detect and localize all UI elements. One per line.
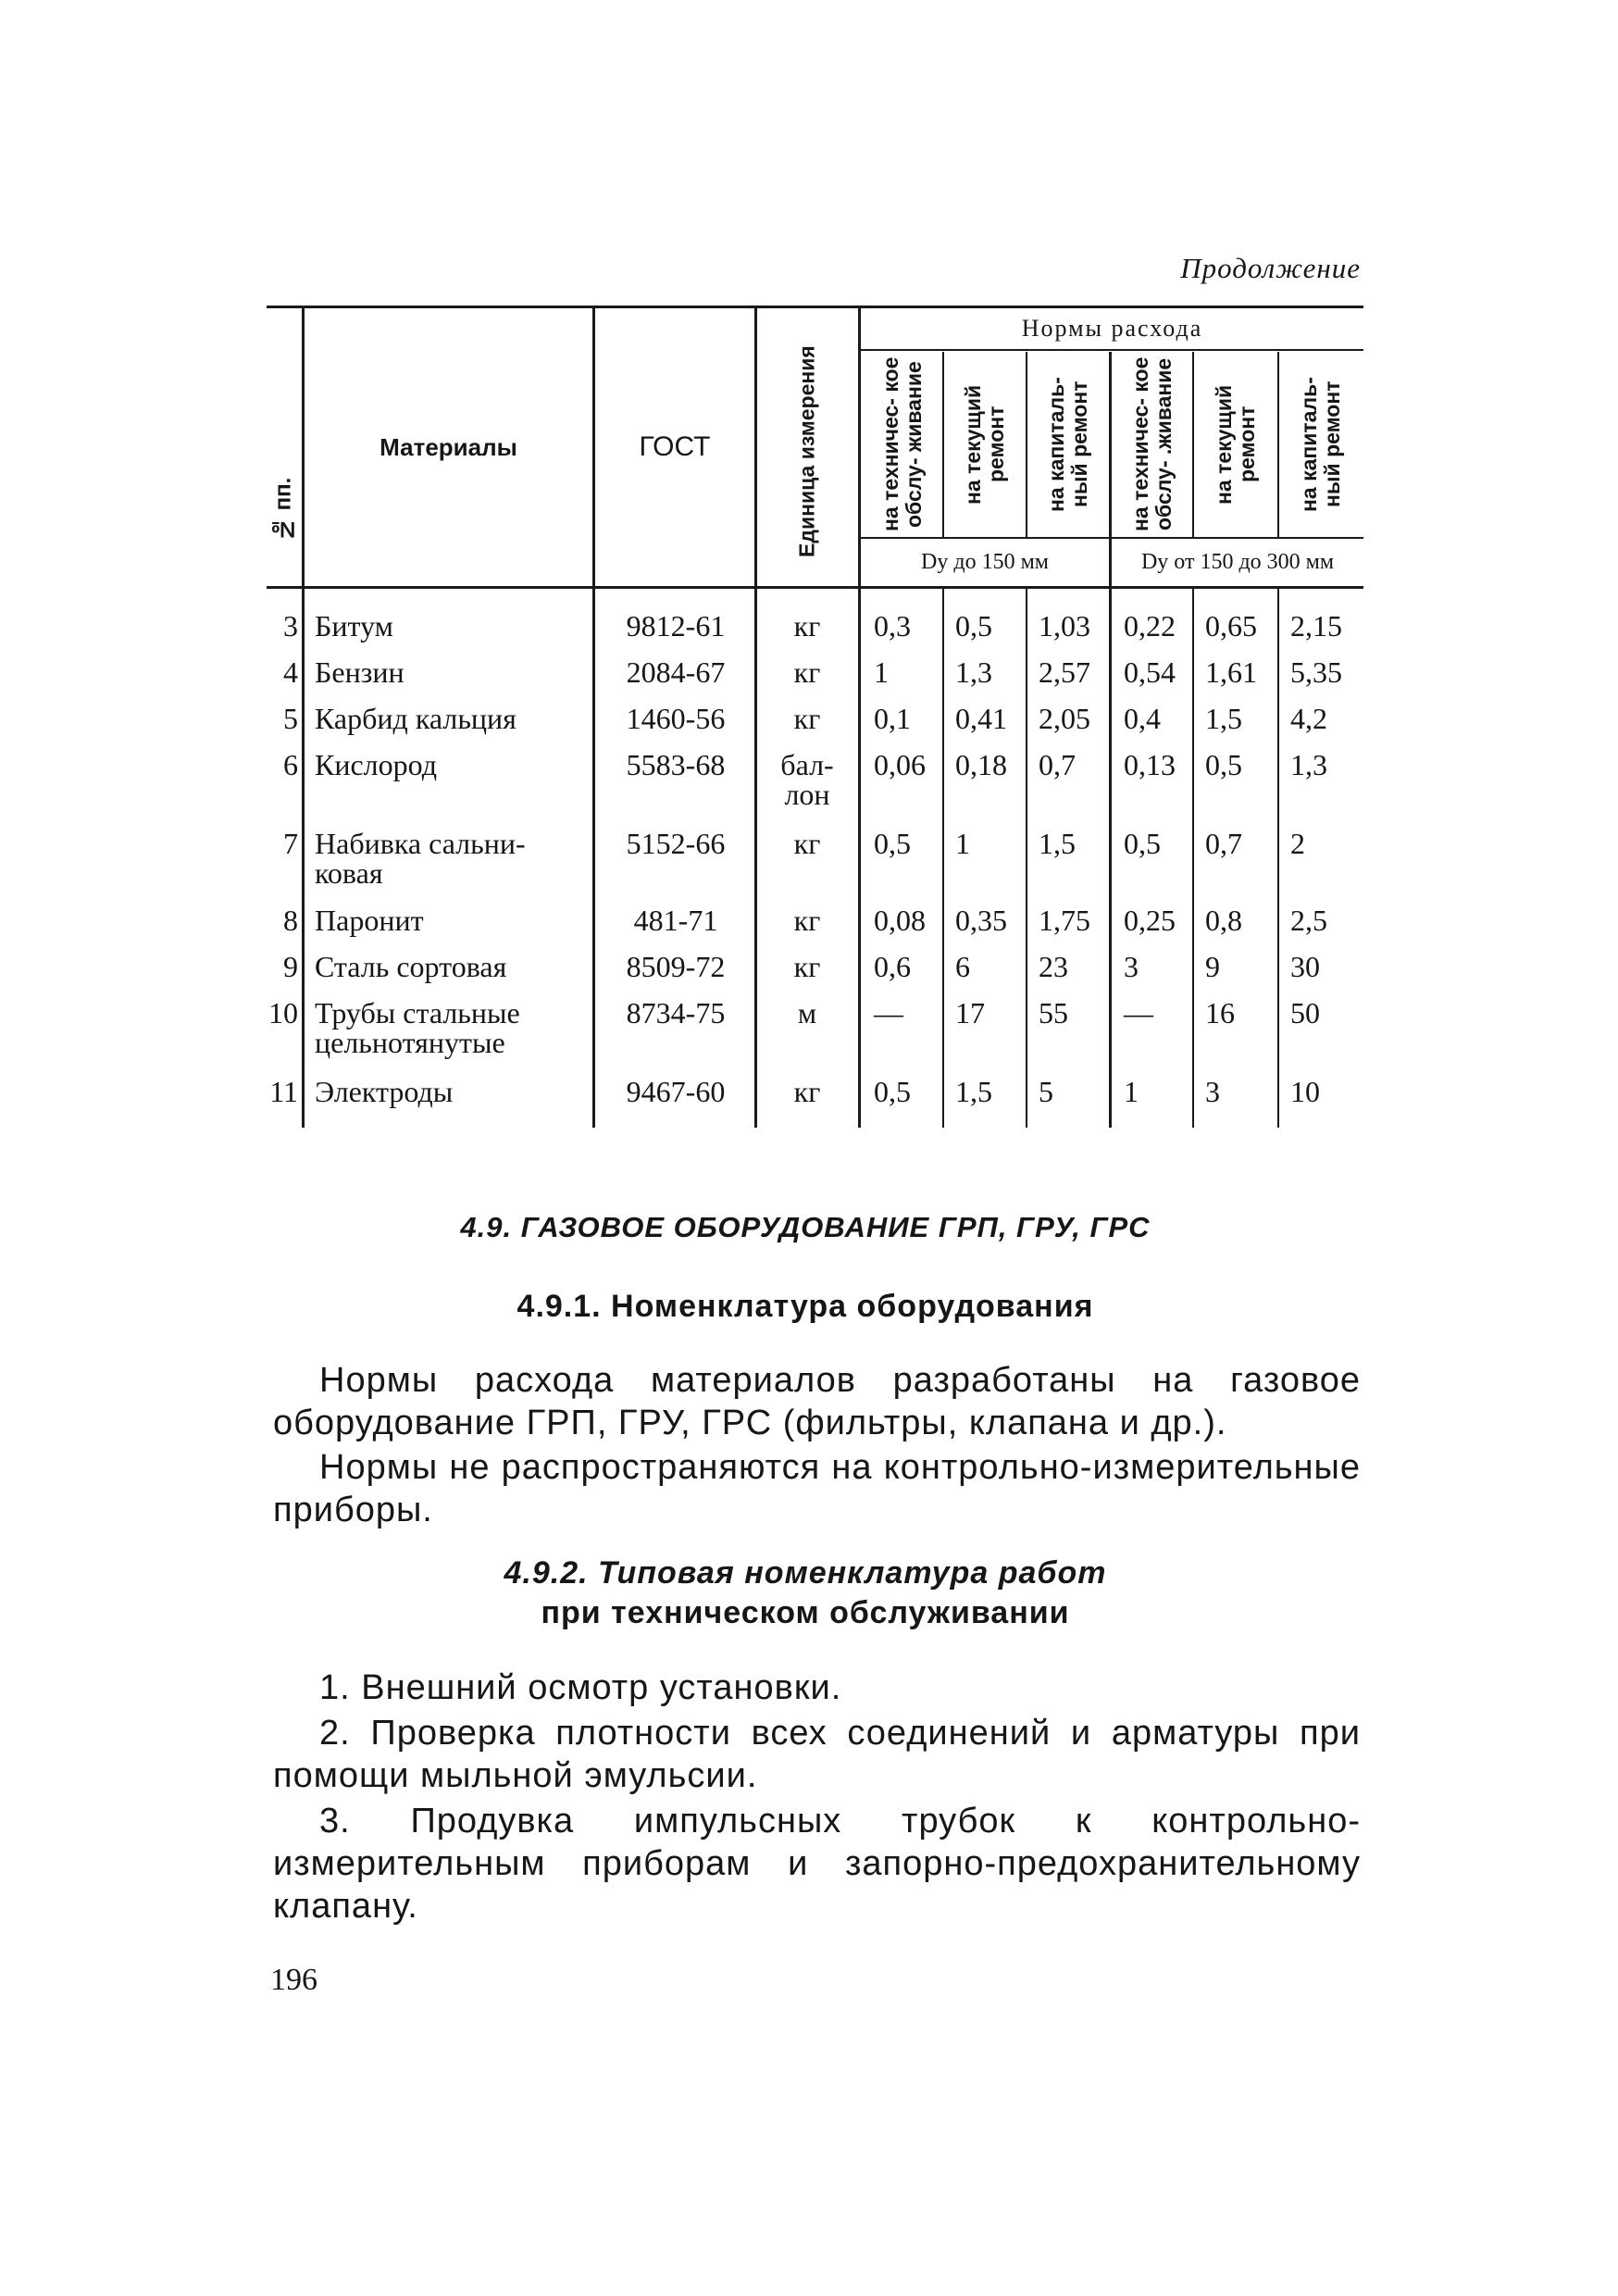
row-number: 8 — [283, 904, 298, 937]
section-title: 4.9. ГАЗОВОЕ ОБОРУДОВАНИЕ ГРП, ГРУ, ГРС — [460, 1211, 1151, 1243]
header-unit: Единица измерения — [794, 345, 819, 557]
norm-value: 55 — [1039, 996, 1068, 1029]
header-g1-maintenance: на техничес- кое обслу- живание — [878, 356, 926, 532]
norm-value: — — [1124, 996, 1153, 1029]
norm-value: 2,05 — [1039, 702, 1090, 735]
norm-value: 0,25 — [1124, 904, 1176, 937]
norm-value: 4,2 — [1290, 702, 1327, 735]
norm-value: 1 — [874, 655, 889, 689]
unit-value: кг — [793, 702, 821, 735]
gost-code: 481-71 — [633, 904, 718, 937]
norm-value: 0,5 — [1205, 748, 1242, 781]
material-name: Сталь сортовая — [315, 950, 507, 983]
column-rule — [942, 352, 944, 537]
unit-value: кг — [793, 655, 821, 689]
norm-value: 16 — [1205, 996, 1235, 1029]
gost-code: 9467-60 — [626, 1075, 726, 1108]
page-number: 196 — [270, 1963, 317, 1997]
norm-value: 0,5 — [874, 1075, 911, 1108]
gost-code: 5583-68 — [626, 748, 726, 781]
unit-value: кг — [793, 950, 821, 983]
list-item: 3. Продувка импульсных трубок к контрольно-измерительным приборам и запорно-предохранительному клапану. — [273, 1802, 1361, 1926]
column-rule — [858, 308, 861, 1128]
norm-value: 6 — [955, 950, 970, 983]
header-dy-150-300: Dу от 150 до 300 мм — [1140, 549, 1335, 574]
norm-value: 2,5 — [1290, 904, 1327, 937]
header-bottom-rule — [267, 586, 1363, 589]
norm-value: 0,18 — [955, 748, 1007, 781]
norm-value: 5 — [1039, 1075, 1053, 1108]
norm-value: 1 — [955, 827, 970, 860]
norm-value: 1,3 — [1290, 748, 1327, 781]
norm-value: 1,5 — [1205, 702, 1242, 735]
row-number: 11 — [269, 1075, 298, 1108]
column-rule — [754, 308, 757, 1128]
norm-value: 0,35 — [955, 904, 1007, 937]
norm-value: 1,03 — [1039, 609, 1090, 643]
norm-value: 0,08 — [874, 904, 926, 937]
material-name: Набивка сальни- ковая — [315, 827, 526, 890]
norm-value: 0,54 — [1124, 655, 1176, 689]
norm-value: 17 — [955, 996, 985, 1029]
norm-value: 30 — [1290, 950, 1320, 983]
norm-value: 9 — [1205, 950, 1220, 983]
norm-value: 0,5 — [1124, 827, 1161, 860]
row-number: 10 — [268, 996, 298, 1029]
norm-value: 0,65 — [1205, 609, 1257, 643]
material-name: Карбид кальция — [315, 702, 517, 735]
header-norms: Нормы расхода — [1021, 315, 1203, 342]
norm-value: 0,1 — [874, 702, 911, 735]
material-name: Электроды — [315, 1075, 454, 1108]
header-g2-capital-repair: на капиталь- ный ремонт — [1297, 377, 1344, 512]
header-g2-maintenance: на техничес- кое обслу- .живание — [1128, 356, 1176, 532]
gost-code: 5152-66 — [626, 827, 726, 860]
norm-value: 1,61 — [1205, 655, 1257, 689]
material-name: Кислород — [315, 748, 437, 781]
unit-value: кг — [793, 1075, 821, 1108]
norm-value: 0,6 — [874, 950, 911, 983]
norm-value: — — [874, 996, 903, 1029]
header-material: Материалы — [380, 432, 517, 461]
norm-value: 0,7 — [1039, 748, 1076, 781]
gost-code: 2084-67 — [626, 655, 726, 689]
gost-code: 8734-75 — [626, 996, 726, 1029]
continuation-label: Продолжение — [1180, 252, 1361, 284]
column-rule — [1192, 352, 1194, 537]
norms-divider — [861, 349, 1363, 351]
norm-value: 0,13 — [1124, 748, 1176, 781]
norm-value: 0,7 — [1205, 827, 1242, 860]
norm-value: 0,5 — [874, 827, 911, 860]
norm-value: 5,35 — [1290, 655, 1342, 689]
row-number: 3 — [283, 609, 298, 643]
unit-value: кг — [793, 827, 821, 860]
norm-value: 50 — [1290, 996, 1320, 1029]
list-item: 1. Внешний осмотр установки. — [319, 1668, 842, 1707]
column-rule — [1026, 352, 1027, 537]
row-number: 7 — [283, 827, 298, 860]
norm-value: 1,3 — [955, 655, 992, 689]
norm-value: 3 — [1205, 1075, 1220, 1108]
unit-value: кг — [793, 609, 821, 643]
norm-value: 2,57 — [1039, 655, 1090, 689]
norm-value: 3 — [1124, 950, 1139, 983]
material-name: Трубы стальные цельнотянутые — [315, 996, 520, 1059]
unit-value: бал- лон — [780, 748, 834, 811]
unit-value: кг — [793, 904, 821, 937]
column-rule — [1277, 352, 1279, 537]
norm-value: 0,06 — [874, 748, 926, 781]
subsection-title-2b: при техническом обслуживании — [541, 1595, 1070, 1630]
gost-code: 9812-61 — [626, 609, 726, 643]
header-g1-capital-repair: на капиталь- ный ремонт — [1044, 377, 1091, 512]
norm-value: 1,75 — [1039, 904, 1090, 937]
paragraph-1: Нормы расхода материалов разработаны на газовое оборудование ГРП, ГРУ, ГРС (фильтры, клапана и др.). — [273, 1361, 1361, 1442]
paragraph-2: Нормы не распространяются на контрольно-измерительные приборы. — [273, 1448, 1361, 1529]
norm-value: 0,41 — [955, 702, 1007, 735]
header-g2-current-repair: на текущий ремонт — [1212, 384, 1259, 505]
header-dy-150: Dу до 150 мм — [921, 549, 1049, 574]
norm-value: 1,5 — [1039, 827, 1076, 860]
header-g1-current-repair: на текущий ремонт — [961, 384, 1008, 505]
material-name: Паронит — [315, 904, 424, 937]
norm-value: 1,5 — [955, 1075, 992, 1108]
row-number: 9 — [283, 950, 298, 983]
norm-value: 1 — [1124, 1075, 1139, 1108]
norm-value: 10 — [1290, 1075, 1320, 1108]
header-number: № пп. — [270, 477, 296, 542]
norm-value: 2,15 — [1290, 609, 1342, 643]
norm-value: 23 — [1039, 950, 1068, 983]
row-number: 4 — [283, 655, 298, 689]
norm-value: 0,4 — [1124, 702, 1161, 735]
norm-value: 2 — [1290, 827, 1305, 860]
row-number: 6 — [283, 748, 298, 781]
norm-value: 0,22 — [1124, 609, 1176, 643]
gost-code: 1460-56 — [626, 702, 726, 735]
list-item: 2. Проверка плотности всех соединений и арматуры при помощи мыльной эмульсии. — [273, 1714, 1361, 1795]
subsection-title-2a: 4.9.2. Типовая номенклатура работ — [504, 1555, 1107, 1591]
norm-value: 0,5 — [955, 609, 992, 643]
material-name: Бензин — [315, 655, 404, 689]
material-name: Битум — [315, 609, 393, 643]
norm-value: 0,8 — [1205, 904, 1242, 937]
norm-value: 0,3 — [874, 609, 911, 643]
gost-code: 8509-72 — [626, 950, 726, 983]
unit-value: м — [797, 996, 817, 1029]
subsection-title-1: 4.9.1. Номенклатура оборудования — [517, 1289, 1094, 1324]
header-gost: ГОСТ — [639, 431, 711, 462]
row-number: 5 — [283, 702, 298, 735]
